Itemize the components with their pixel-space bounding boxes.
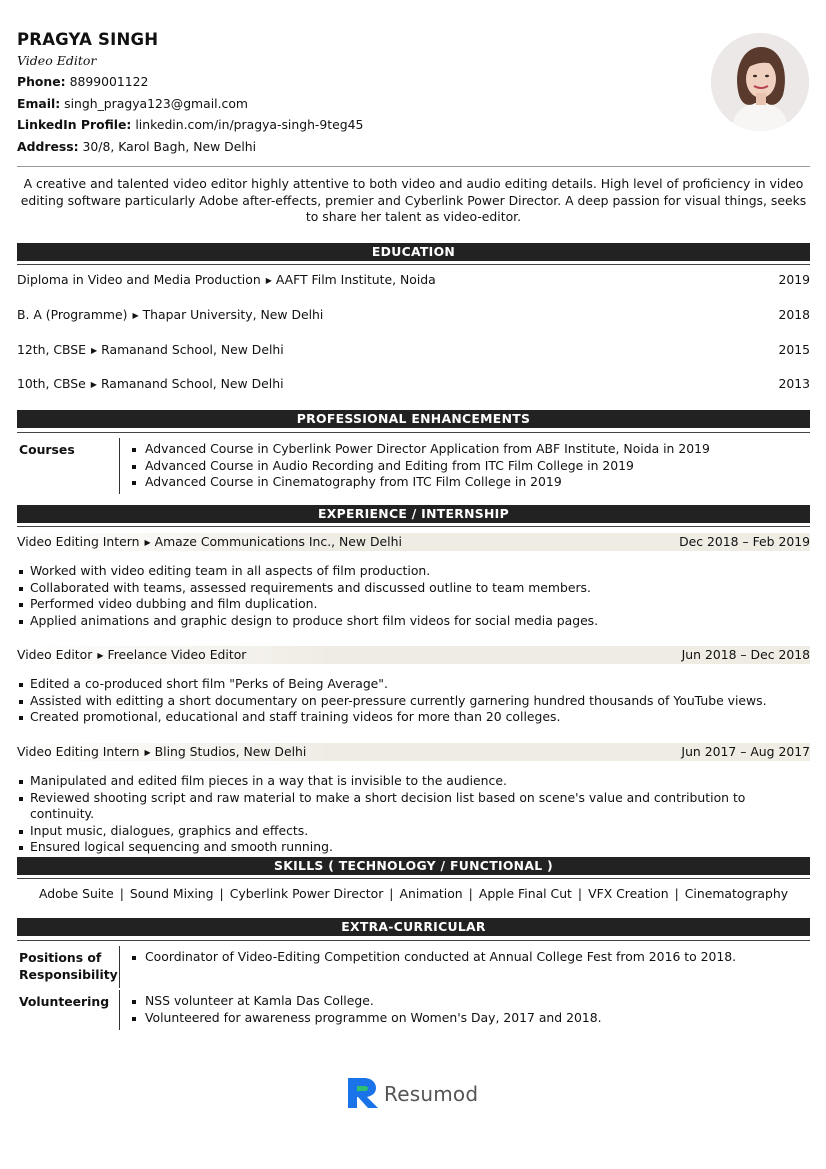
education-institute: Thapar University, New Delhi [142, 307, 324, 322]
job-dates: Dec 2018 – Feb 2019 [679, 534, 810, 549]
phone-line [17, 74, 697, 90]
triangle-right-icon: ▶ [97, 651, 104, 660]
education-entry [17, 307, 323, 324]
education-institute: AAFT Film Institute, Noida [275, 272, 436, 287]
job-bullets [17, 773, 810, 856]
skill-separator: | [389, 886, 394, 901]
triangle-right-icon: ▶ [144, 748, 151, 757]
address-value: 30/8, Karol Bagh, New Delhi [82, 138, 257, 154]
list-item: Applied animations and graphic design to produce short film videos for social media pages. [17, 613, 810, 630]
profile-summary: A creative and talented video editor highly attentive to both video and audio editing details. High level of proficiency in video editing software particularly Adobe after-effects, premier and Cyberlink Power Director. A deep passion for visual things, seeks to share her talent as video-editor. [20, 176, 807, 224]
address-line [17, 139, 697, 155]
list-item: Edited a co-produced short film "Perks of Being Average". [17, 676, 810, 693]
resume-header [17, 30, 697, 154]
volunteering-label: Volunteering [19, 994, 110, 1009]
skill-separator: | [674, 886, 679, 901]
job-title-line [17, 743, 306, 762]
job-header [17, 533, 810, 551]
triangle-right-icon: ▶ [132, 311, 139, 320]
education-degree: Diploma in Video and Media Production [17, 272, 261, 287]
skill-item: Cyberlink Power Director [229, 886, 384, 901]
skill-item: Adobe Suite [38, 886, 114, 901]
list-item: Input music, dialogues, graphics and effects. [17, 823, 810, 840]
professional-underline [17, 432, 810, 433]
list-item: NSS volunteer at Kamla Das College. [128, 993, 808, 1010]
job-company: Amaze Communications Inc., New Delhi [154, 534, 402, 549]
education-entry [17, 376, 284, 393]
job-title-line [17, 533, 402, 552]
volunteering-divider [119, 990, 120, 1030]
skills-heading: SKILLS ( TECHNOLOGY / FUNCTIONAL ) [17, 857, 810, 875]
triangle-right-icon: ▶ [90, 380, 97, 389]
triangle-right-icon: ▶ [144, 538, 151, 547]
list-item: Reviewed shooting script and raw material to make a short decision list based on scene's value and contribution to continuity. [17, 790, 810, 823]
list-item: Advanced Course in Cinematography from ITC Film College in 2019 [128, 474, 808, 491]
linkedin-label: LinkedIn Profile: [17, 117, 132, 132]
skill-item: Cinematography [684, 886, 789, 901]
linkedin-value[interactable]: linkedin.com/in/pragya-singh-9teg45 [135, 117, 364, 132]
job-dates: Jun 2017 – Aug 2017 [681, 744, 810, 759]
education-year: 2013 [778, 376, 810, 391]
courses-divider [119, 438, 120, 494]
phone-label: Phone: [17, 74, 66, 89]
skill-separator: | [577, 886, 583, 901]
education-entry [17, 342, 284, 359]
candidate-role: Video Editor [17, 53, 97, 68]
skill-item: Sound Mixing [129, 886, 214, 901]
education-heading: EDUCATION [17, 243, 810, 261]
list-item: Performed video dubbing and film duplication. [17, 596, 810, 613]
candidate-name: PRAGYA SINGH [17, 30, 159, 49]
experience-heading: EXPERIENCE / INTERNSHIP [17, 505, 810, 523]
positions-divider [119, 946, 120, 988]
education-entry [17, 272, 436, 289]
job-header [17, 743, 810, 761]
list-item: Manipulated and edited film pieces in a way that is invisible to the audience. [17, 773, 810, 790]
job-title-line [17, 646, 246, 665]
education-underline [17, 264, 810, 265]
list-item: Assisted with editting a short documentary on peer-pressure currently garnering hundred thousands of YouTube views. [17, 693, 810, 710]
email-value[interactable]: singh_pragya123@gmail.com [64, 95, 249, 111]
education-year: 2019 [778, 272, 810, 287]
extra-underline [17, 940, 810, 941]
skill-separator: | [119, 886, 124, 901]
education-degree: 10th, CBSe [17, 376, 86, 391]
resumod-logo-icon [346, 1076, 380, 1110]
list-item: Coordinator of Video-Editing Competition conducted at Annual College Fest from 2016 to 2018. [128, 949, 808, 966]
job-header [17, 646, 810, 664]
triangle-right-icon: ▶ [90, 346, 98, 355]
email-line [17, 96, 697, 112]
education-year: 2018 [778, 307, 810, 322]
header-divider [17, 166, 810, 167]
positions-label: Positions of Responsibility [19, 950, 118, 982]
skill-separator: | [468, 886, 473, 901]
job-company: Freelance Video Editor [107, 647, 247, 662]
skills-underline [17, 878, 810, 879]
skill-item: Apple Final Cut [478, 886, 572, 901]
profile-photo [711, 33, 809, 131]
positions-list [128, 949, 808, 966]
email-label: Email: [17, 95, 61, 111]
job-role: Video Editing Intern [17, 744, 140, 759]
skill-item: Animation [399, 886, 463, 901]
resumod-logo [346, 1076, 486, 1108]
skills-line [17, 886, 810, 902]
resumod-logo-text: Resumod [384, 1082, 479, 1106]
list-item: Worked with video editing team in all aspects of film production. [17, 563, 810, 580]
triangle-right-icon: ▶ [265, 276, 272, 285]
job-company: Bling Studios, New Delhi [154, 744, 307, 759]
list-item: Advanced Course in Audio Recording and Editing from ITC Film College in 2019 [128, 458, 808, 475]
education-institute: Ramanand School, New Delhi [100, 376, 284, 391]
volunteering-list [128, 993, 808, 1026]
education-institute: Ramanand School, New Delhi [101, 342, 284, 357]
job-role: Video Editing Intern [17, 534, 140, 549]
job-role: Video Editor [17, 647, 93, 662]
phone-value: 8899001122 [69, 74, 149, 89]
skill-separator: | [219, 886, 224, 901]
address-label: Address: [17, 138, 79, 154]
profile-photo-illustration [711, 33, 809, 131]
education-row [17, 307, 810, 323]
list-item: Collaborated with teams, assessed requirements and discussed outline to team members. [17, 580, 810, 597]
list-item: Advanced Course in Cyberlink Power Director Application from ABF Institute, Noida in 2019 [128, 441, 808, 458]
education-row [17, 272, 810, 288]
experience-underline [17, 526, 810, 527]
list-item: Ensured logical sequencing and smooth running. [17, 839, 810, 856]
extra-heading: EXTRA-CURRICULAR [17, 918, 810, 936]
linkedin-line [17, 117, 697, 133]
education-row [17, 376, 810, 392]
courses-list [128, 441, 808, 491]
job-dates: Jun 2018 – Dec 2018 [681, 647, 810, 662]
courses-label: Courses [19, 442, 75, 457]
education-year: 2015 [778, 342, 810, 357]
job-bullets [17, 563, 810, 629]
professional-heading: PROFESSIONAL ENHANCEMENTS [17, 410, 810, 428]
education-row [17, 342, 810, 358]
list-item: Volunteered for awareness programme on Women's Day, 2017 and 2018. [128, 1010, 808, 1027]
skill-item: VFX Creation [588, 886, 669, 901]
job-bullets [17, 676, 810, 726]
education-degree: 12th, CBSE [17, 342, 86, 357]
list-item: Created promotional, educational and staff training videos for more than 20 colleges. [17, 709, 810, 726]
education-degree: B. A (Programme) [17, 307, 128, 322]
